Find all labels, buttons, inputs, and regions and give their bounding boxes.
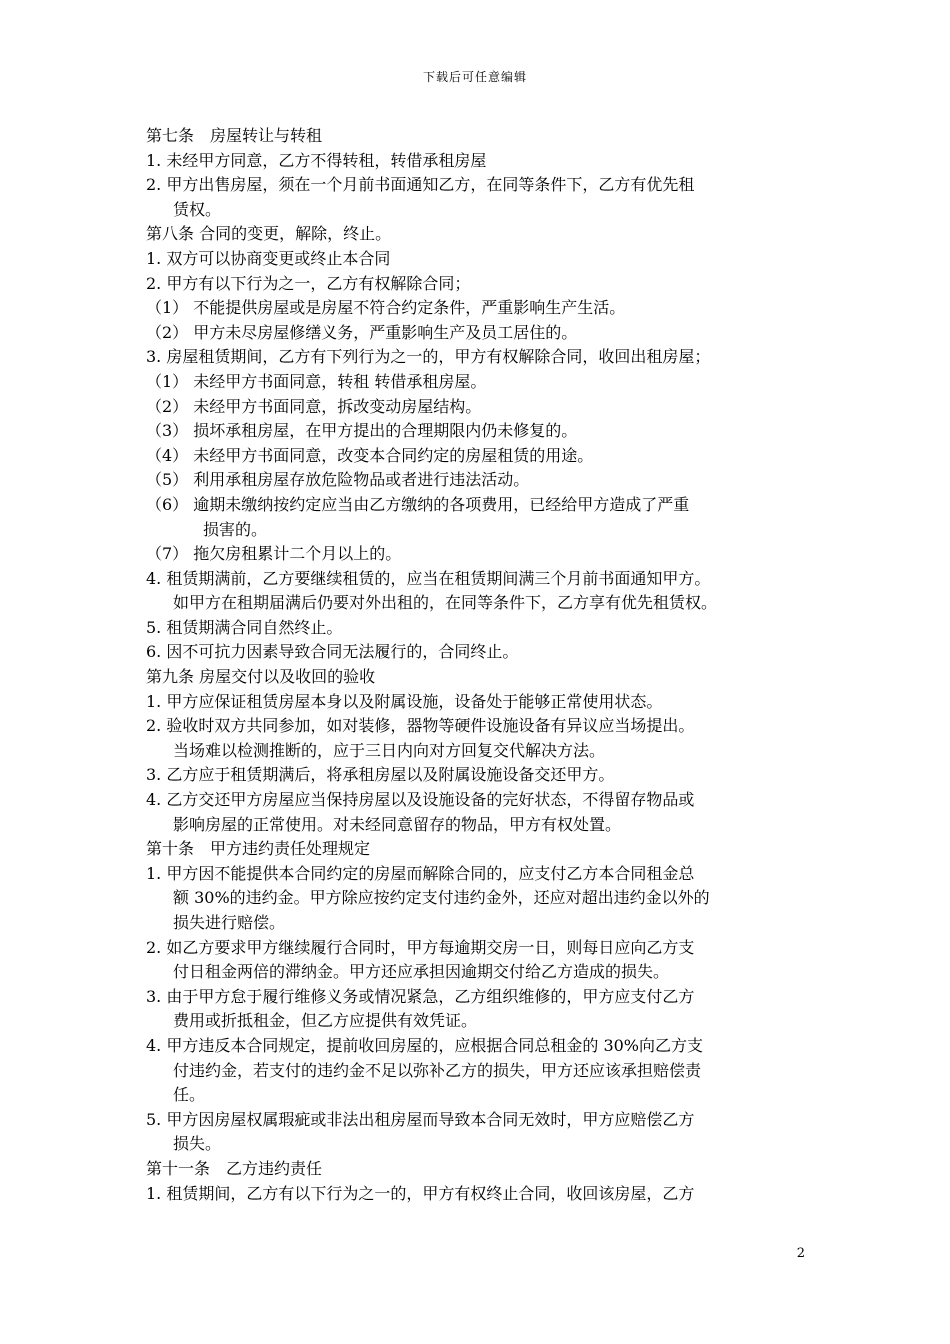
document-line: 5. 甲方因房屋权属瑕疵或非法出租房屋而导致本合同无效时，甲方应赔偿乙方 xyxy=(146,1109,695,1129)
document-line: 1. 双方可以协商变更或终止本合同 xyxy=(146,248,391,268)
document-line: 付日租金两倍的滞纳金。甲方还应承担因逾期交付给乙方造成的损失。 xyxy=(173,962,670,982)
document-line: （1） 不能提供房屋或是房屋不符合约定条件，严重影响生产生活。 xyxy=(146,298,626,318)
document-line: 2. 甲方有以下行为之一，乙方有权解除合同； xyxy=(146,273,471,293)
document-body xyxy=(146,124,814,1206)
document-line: 6. 因不可抗力因素导致合同无法履行的，合同终止。 xyxy=(146,642,519,662)
page-header: 下载后可任意编辑 xyxy=(422,70,527,84)
document-line: 5. 租赁期满合同自然终止。 xyxy=(146,617,343,637)
document-line: （4） 未经甲方书面同意，改变本合同约定的房屋租赁的用途。 xyxy=(146,445,594,465)
document-line: 第八条 合同的变更，解除，终止。 xyxy=(146,224,392,244)
document-line: 4. 乙方交还甲方房屋应当保持房屋以及设施设备的完好状态，不得留存物品或 xyxy=(146,790,695,810)
document-line: 3. 由于甲方怠于履行维修义务或情况紧急，乙方组织维修的，甲方应支付乙方 xyxy=(146,986,695,1006)
document-line: （3） 损坏承租房屋，在甲方提出的合理期限内仍未修复的。 xyxy=(146,421,578,441)
document-line: （5） 利用承租房屋存放危险物品或者进行违法活动。 xyxy=(146,470,530,490)
document-line: 2. 验收时双方共同参加，如对装修，器物等硬件设施设备有异议应当场提出。 xyxy=(146,716,695,736)
document-line: （7） 拖欠房租累计二个月以上的。 xyxy=(146,544,402,564)
document-line: 1. 租赁期间，乙方有以下行为之一的，甲方有权终止合同，收回该房屋，乙方 xyxy=(146,1183,695,1203)
document-line: 1. 甲方因不能提供本合同约定的房屋而解除合同的，应支付乙方本合同租金总 xyxy=(146,863,695,883)
document-line: 损失进行赔偿。 xyxy=(173,913,286,932)
document-line: 2. 如乙方要求甲方继续履行合同时，甲方每逾期交房一日，则每日应向乙方支 xyxy=(146,937,695,957)
document-line: 影响房屋的正常使用。对未经同意留存的物品，甲方有权处置。 xyxy=(173,814,622,834)
document-line: 付违约金，若支付的违约金不足以弥补乙方的损失，甲方还应该承担赔偿责 xyxy=(173,1060,702,1080)
page-number: 2 xyxy=(796,1246,805,1261)
document-line: （2） 未经甲方书面同意，拆改变动房屋结构。 xyxy=(146,396,482,416)
document-line: 当场难以检测推断的，应于三日内向对方回复交代解决方法。 xyxy=(173,740,606,760)
document-line: 4. 租赁期满前，乙方要继续租赁的，应当在租赁期间满三个月前书面通知甲方。 xyxy=(146,568,711,588)
document-line: 第七条 房屋转让与转租 xyxy=(146,126,323,145)
document-line: （2） 甲方未尽房屋修缮义务，严重影响生产及员工居住的。 xyxy=(146,322,578,342)
document-line: 3. 乙方应于租赁期满后，将承租房屋以及附属设施设备交还甲方。 xyxy=(146,765,615,785)
document-line: 3. 房屋租赁期间，乙方有下列行为之一的，甲方有权解除合同，收回出租房屋； xyxy=(146,347,711,367)
document-line: 费用或折抵租金，但乙方应提供有效凭证。 xyxy=(173,1011,478,1031)
document-line: 第九条 房屋交付以及收回的验收 xyxy=(146,667,376,687)
document-line: 第十一条 乙方违约责任 xyxy=(146,1158,323,1178)
document-line: （6） 逾期未缴纳按约定应当由乙方缴纳的各项费用，已经给甲方造成了严重 xyxy=(146,494,690,514)
document-line: 任。 xyxy=(173,1085,206,1105)
document-line: 损失。 xyxy=(173,1134,222,1154)
document-line: （1） 未经甲方书面同意，转租 转借承租房屋。 xyxy=(146,371,487,391)
document-line: 4. 甲方违反本合同规定，提前收回房屋的，应根据合同总租金的 30%向乙方支 xyxy=(146,1035,704,1055)
document-line: 损害的。 xyxy=(203,519,268,539)
document-line: 赁权。 xyxy=(173,199,222,219)
document-line: 第十条 甲方违约责任处理规定 xyxy=(146,839,371,859)
document-line: 1. 未经甲方同意，乙方不得转租，转借承租房屋 xyxy=(146,150,487,170)
document-line: 1. 甲方应保证租赁房屋本身以及附属设施，设备处于能够正常使用状态。 xyxy=(146,691,663,711)
document-line: 额 30%的违约金。甲方除应按约定支付违约金外，还应对超出违约金以外的 xyxy=(173,888,710,908)
document-line: 2. 甲方出售房屋，须在一个月前书面通知乙方，在同等条件下，乙方有优先租 xyxy=(146,175,695,195)
document-line: 如甲方在租期届满后仍要对外出租的，在同等条件下，乙方享有优先租赁权。 xyxy=(173,593,718,613)
